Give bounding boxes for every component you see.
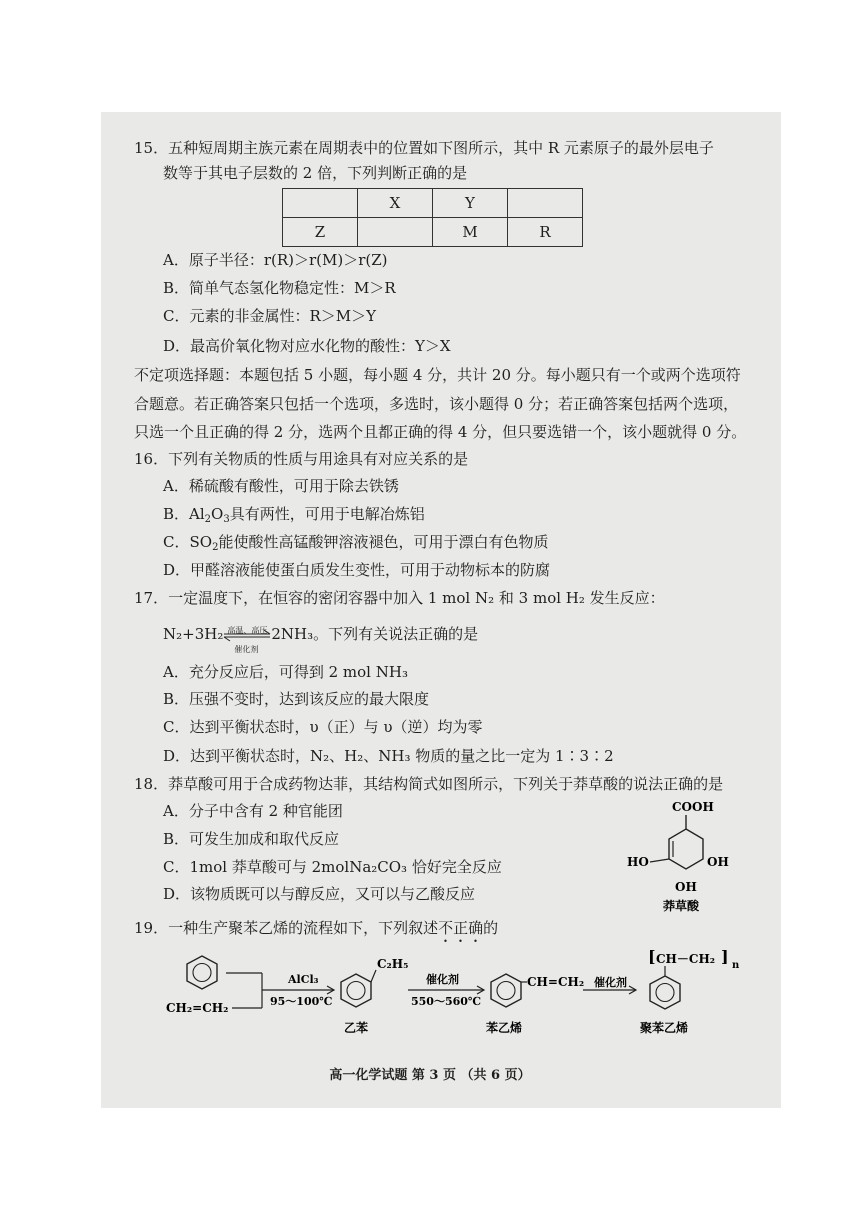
- benzene-ring: [650, 976, 680, 1009]
- q18-option-b[interactable]: B．可发生加成和取代反应: [163, 830, 340, 848]
- oh-bottom-label: OH: [675, 880, 697, 894]
- q15-stem-line1: 15．五种短周期主族元素在周期表中的位置如下图所示，其中 R 元素原子的最外层电子: [134, 139, 714, 157]
- cond1-top: AlCl₃: [288, 973, 319, 986]
- cell: Z: [283, 218, 358, 247]
- q18-option-d[interactable]: D．该物质既可以与醇反应，又可以与乙酸反应: [163, 885, 476, 903]
- ethylbenzene-name: 乙苯: [344, 1021, 369, 1035]
- cell: Y: [433, 189, 508, 218]
- q18-stem: 18．莽草酸可用于合成药物达菲，其结构简式如图所示，下列关于莽草酸的说法正确的是: [134, 775, 724, 793]
- cell: X: [358, 189, 433, 218]
- polystyrene-process-diagram: [160, 946, 760, 1046]
- q16-stem: 16．下列有关物质的性质与用途具有对应关系的是: [134, 450, 469, 468]
- svg-text:]: ]: [721, 947, 729, 966]
- polystyrene-name: 聚苯乙烯: [640, 1021, 689, 1035]
- q16-option-b[interactable]: B．$Al_2O_3$具有两性，可用于电解冶炼铝: [163, 505, 425, 525]
- cell: [508, 189, 583, 218]
- q15-stem-line2: 数等于其电子层数的 2 倍，下列判断正确的是: [163, 164, 468, 182]
- q15-option-d[interactable]: D．最高价氧化物对应水化物的酸性：Y＞X: [163, 337, 451, 355]
- cell: [283, 189, 358, 218]
- svg-text:[: [: [648, 947, 656, 966]
- styrene-name: 苯乙烯: [486, 1021, 523, 1035]
- instructions-line1: 不定项选择题：本题包括 5 小题，每小题 4 分，共计 20 分。每小题只有一个或两个选项符: [134, 366, 741, 384]
- q17-option-a[interactable]: A．充分反应后，可得到 2 mol NH₃: [163, 663, 408, 681]
- q18-option-c[interactable]: C．1mol 莽草酸可与 2molNa₂CO₃ 恰好完全反应: [163, 858, 502, 876]
- q15-option-b[interactable]: B．简单气态氢化物稳定性：M＞R: [163, 279, 396, 297]
- cond3-top: 催化剂: [594, 976, 627, 989]
- vinyl-label: CH=CH₂: [527, 975, 585, 989]
- q15-option-a[interactable]: A．原子半径：r(R)＞r(M)＞r(Z): [163, 251, 388, 269]
- q17-option-c[interactable]: C．达到平衡状态时，υ（正）与 υ（逆）均为零: [163, 718, 483, 736]
- periodic-table-fragment: [282, 188, 583, 247]
- benzene-ring: [491, 974, 521, 1007]
- instructions-line3: 只选一个且正确的得 2 分，选两个且都正确的得 4 分，但只要选错一个，该小题就得 0 分。: [134, 423, 747, 441]
- shikimic-acid-structure: [620, 796, 740, 920]
- q16-option-d[interactable]: D．甲醛溶液能使蛋白质发生变性，可用于动物标本的防腐: [163, 561, 551, 579]
- q17-option-b[interactable]: B．压强不变时，达到该反应的最大限度: [163, 690, 430, 708]
- q17-stem: 17．一定温度下，在恒容的密闭容器中加入 1 mol N₂ 和 3 mol H₂ 发生反应：: [134, 589, 665, 607]
- q18-option-a[interactable]: A．分子中含有 2 种官能团: [163, 802, 343, 820]
- polymer-chain-label: CH－CH₂: [656, 952, 716, 966]
- equilibrium-arrow: 高温、高压 催化剂: [223, 625, 271, 645]
- cell: R: [508, 218, 583, 247]
- oh-right-label: OH: [707, 855, 729, 869]
- shikimic-acid-name: 莽草酸: [663, 899, 700, 913]
- page-footer: 高一化学试题 第 3 页 （共 6 页）: [329, 1068, 531, 1083]
- cond2-top: 催化剂: [426, 973, 459, 986]
- q16-option-c[interactable]: C．$SO_2$能使酸性高锰酸钾溶液褪色，可用于漂白有色物质: [163, 533, 549, 553]
- benzene-ring: [341, 974, 371, 1007]
- ethylene-label: CH₂=CH₂: [166, 1001, 229, 1015]
- ethyl-label: C₂H₅: [377, 957, 409, 971]
- q16-option-a[interactable]: A．稀硫酸有酸性，可用于除去铁锈: [163, 477, 399, 495]
- cell: [358, 218, 433, 247]
- benzene-ring: [187, 956, 217, 989]
- polymer-n-label: n: [732, 960, 740, 971]
- cond1-bottom: 95～100℃: [270, 995, 333, 1008]
- instructions-line2: 合题意。若正确答案只包括一个选项，多选时，该小题得 0 分；若正确答案包括两个选项，: [134, 395, 739, 413]
- q19-stem: 19．一种生产聚苯乙烯的流程如下，下列叙述不正确的: [134, 919, 499, 937]
- ho-left-label: HO: [627, 855, 649, 869]
- cooh-label: COOH: [672, 800, 714, 814]
- q17-option-d[interactable]: D．达到平衡状态时，N₂、H₂、NH₃ 物质的量之比一定为 1∶3∶2: [163, 747, 614, 765]
- q15-option-c[interactable]: C．元素的非金属性：R＞M＞Y: [163, 307, 377, 325]
- cond2-bottom: 550～560℃: [411, 995, 482, 1008]
- q17-equation: N₂+3H₂ 高温、高压 催化剂 2NH₃。下列有关说法正确的是: [163, 625, 479, 654]
- cell: M: [433, 218, 508, 247]
